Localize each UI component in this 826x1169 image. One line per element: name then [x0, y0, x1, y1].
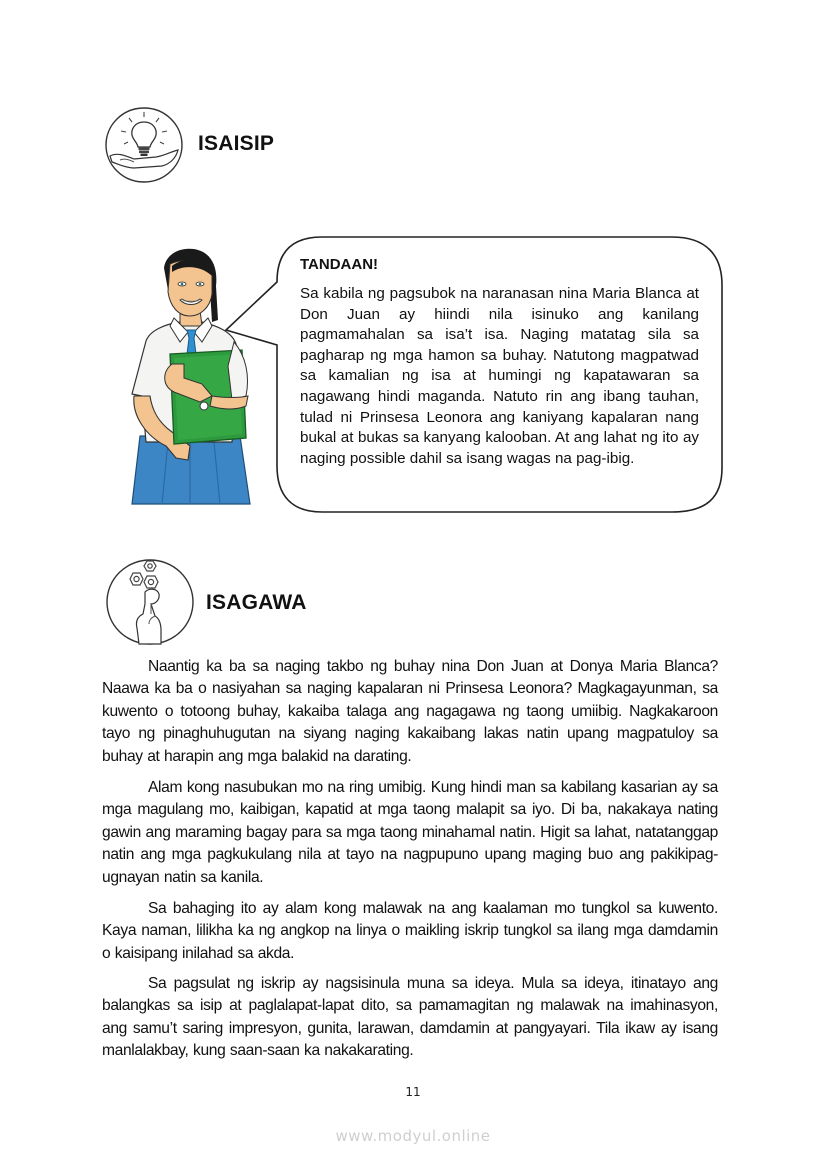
- section-title-isagawa: ISAGAWA: [206, 591, 307, 614]
- body-paragraph: Sa pagsulat ng iskrip ay nagsisinula muna sa ideya. Mula sa ideya, itinatayo ang balangkas sa isip at paglalapat-lapat dito, sa pamamagitan ng malawak na imahinasyon, ang samu’t saring impresyon, gunita, larawan, damdamin at pangyayari. Tila ikaw ay isang manlalakbay, kung saan-saan ka nakakarating.: [102, 975, 718, 1060]
- tandaan-heading: TANDAAN!: [300, 256, 379, 273]
- hand-with-gears-icon: [105, 558, 195, 646]
- page-number: 11: [405, 1085, 421, 1099]
- body-paragraph: Sa bahaging ito ay alam kong malawak na ang kaalaman mo tungkol sa kuwento. Kaya naman, lilikha ka ng angkop na linya o maikling iskrip tungkol sa ilang mga damdamin o kaisipang inilahad sa akda.: [102, 900, 718, 962]
- tandaan-box: [300, 256, 699, 469]
- watermark-link[interactable]: www.modyul.online: [335, 1127, 491, 1145]
- body-paragraph: Alam kong nasubukan mo na ring umibig. Kung hindi man sa kabilang kasarian ay sa mga magulang mo, kaibigan, kapatid at mga taong malapit sa iyo. Di ba, nakakaya nating gawin ang maraming bagay para sa mga taong minahamal natin. Higit sa lahat, natatanggap natin ang mga pagkukulang nila at tayo na nagpupuno upang maging buo ang pakikipag-ugnayan natin sa kanila.: [102, 779, 718, 886]
- student-illustration: [128, 246, 278, 506]
- body-paragraph: Naantig ka ba sa naging takbo ng buhay nina Don Juan at Donya Maria Blanca? Naawa ka ba o nasiyahan sa naging kapalaran ni Prinsesa Leonora? Magkagayunman, sa kuwento o totoong buhay, kakaiba talaga ang nagagawa ng taong umiibig. Nagkakaroon tayo ng pinaghuhugutan na siyang naging kakaibang lakas natin upang magpatuloy sa buhay at harapin ang mga balakid na darating.: [102, 658, 718, 765]
- tandaan-text: Sa kabila ng pagsubok na naranasan nina Maria Blanca at Don Juan ay hiindi nila isinuko ang kanilang pagmamahalan sa isa’t isa. Naging matatag sila sa pagharap ng mga hamon sa buhay. Natutong magpatwad sa kamalian ng isa at humingi ng kapatawaran sa nagawang hindi maganda. Natuto rin ang ibang tauhan, tulad ni Prinsesa Leonora ang kaniyang kapalaran nang bukal at bukas sa kanyang kalooban. At ang lahat ng ito ay naging possible dahil sa isang wagas na pag-ibig.: [300, 285, 699, 467]
- section-title-isaisip: ISAISIP: [198, 132, 275, 155]
